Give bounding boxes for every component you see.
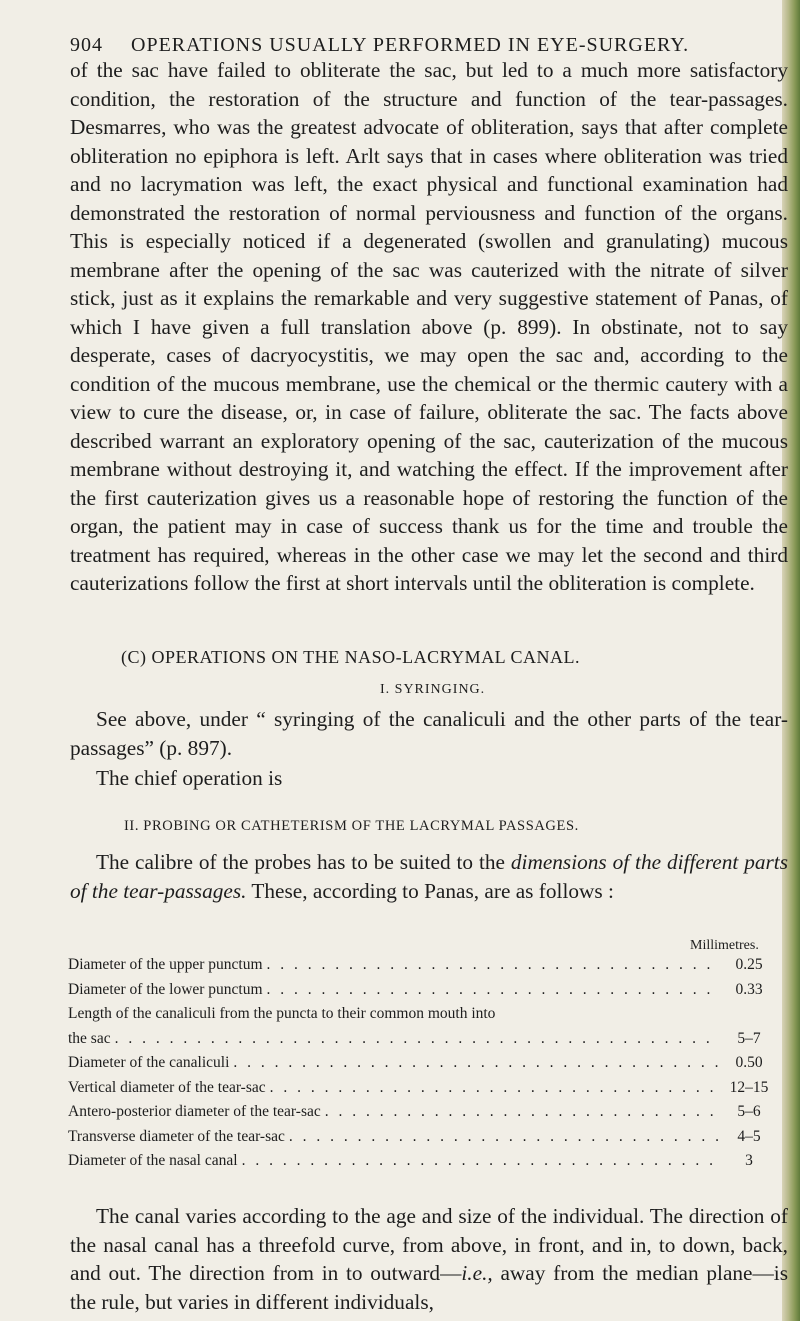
leader-dots [285, 1128, 718, 1146]
table-row [68, 1079, 780, 1104]
paragraph-2: See above, under “ syringing of the canaliculi and the other parts of the tear-passages” (p. 897). [70, 707, 788, 760]
table-row [68, 981, 780, 1006]
subheading-syringing: I. SYRINGING. [380, 682, 486, 697]
table-row [68, 1054, 780, 1079]
page-number: 904 [70, 34, 103, 56]
row-label: Diameter of the canaliculi [68, 1054, 230, 1071]
row-value: 4–5 [737, 1127, 761, 1145]
paragraph-5-text: The canal varies according to the age and size of the individual. The direction of the nasal canal has a threefold curve, from above, in front, and in, to down, back, and out. The direction from in to outward— [70, 1204, 788, 1285]
table-row [68, 1128, 780, 1153]
leader-dots [263, 956, 718, 974]
row-label: the sac [68, 1029, 111, 1047]
row-label: Vertical diameter of the tear-sac [68, 1078, 266, 1096]
leader-dots [266, 1079, 718, 1097]
leader-dots [321, 1103, 718, 1121]
row-value: 0.50 [735, 1054, 763, 1071]
leader-dots [111, 1030, 718, 1048]
paragraph-5-italic: i.e., [461, 1261, 493, 1285]
leader-dots [238, 1152, 718, 1170]
table-units: Millimetres. [690, 938, 759, 953]
row-value: 0.25 [735, 956, 763, 973]
paragraph-5 [70, 1202, 788, 1316]
row-label: Antero-posterior diameter of the tear-sac [68, 1103, 321, 1120]
row-label: Length of the canaliculi from the puncta to their common mouth into [68, 1005, 496, 1022]
paragraph-4 [70, 848, 788, 905]
row-value: 3 [745, 1152, 753, 1169]
dimensions-table [68, 956, 780, 1177]
row-label: Diameter of the upper punctum [68, 956, 263, 973]
row-label: Transverse diameter of the tear-sac [68, 1127, 285, 1145]
row-value: 5–7 [737, 1029, 761, 1047]
row-label: Diameter of the lower punctum [68, 980, 263, 998]
paragraph-5-text-end: away from the median plane—is the rule, but varies in different individuals, [70, 1261, 789, 1314]
subheading-probing: II. PROBING OR CATHETERISM OF THE LACRYMAL PASSAGES. [124, 818, 579, 834]
row-value: 12–15 [729, 1078, 769, 1096]
row-label: Diameter of the nasal canal [68, 1152, 238, 1169]
table-row [68, 956, 780, 981]
row-value: 0.33 [735, 980, 763, 998]
running-header [70, 34, 760, 57]
row-value: 5–6 [737, 1103, 761, 1120]
paragraph-4-text-end: These, according to Panas, are as follows : [246, 878, 614, 903]
leader-dots [263, 981, 718, 999]
paragraph-3: The chief operation is [96, 766, 283, 790]
paragraph-4-italic: dimensions of the different parts of the tear-passages. [70, 850, 789, 903]
section-heading-c: (C) OPERATIONS ON THE NASO-LACRYMAL CANAL. [121, 647, 581, 667]
leader-dots [229, 1054, 718, 1072]
table-row [68, 1030, 780, 1055]
table-row [68, 1152, 780, 1177]
running-title: OPERATIONS USUALLY PERFORMED IN EYE-SURGERY. [131, 34, 690, 56]
table-row [68, 1005, 780, 1030]
paragraph-4-text: The calibre of the probes has to be suited to the [96, 850, 511, 874]
paragraph-1: of the sac have failed to obliterate the sac, but led to a much more satisfactory condition, the restoration of the structure and function of the tear-passages. Desmarres, who was the greatest advocate of obliteration, says that after complete obliteration no epiphora is left. Arlt says that in cases where obliteration was tried and no lacrymation was left, the exact physical and functional examination had demonstrated the restoration of normal perviousness and function of the organs. This is especially noticed if a degenerated (swollen and granulating) mucous membrane after the opening of the sac was cauterized with the nitrate of silver stick, just as it explains the remarkable and very suggestive statement of Panas, of which I have given a full translation above (p. 899). In obstinate, not to say desperate, cases of dacryocystitis, we may open the sac and, according to the condition of the mucous membrane, use the chemical or the thermic cautery with a view to cure the disease, or, in case of failure, obliterate the sac. The facts above described warrant an exploratory opening of the sac, cauterization of the mucous membrane without destroying it, and watching the effect. If the improvement after the first cauterization gives us a reasonable hope of restoring the function of the organ, the patient may in case of success thank us for the time and trouble the treatment has required, whereas in the other case we may let the second and third cauterizations follow the first at short intervals until the obliteration is complete. [70, 58, 788, 595]
table-row [68, 1103, 780, 1128]
